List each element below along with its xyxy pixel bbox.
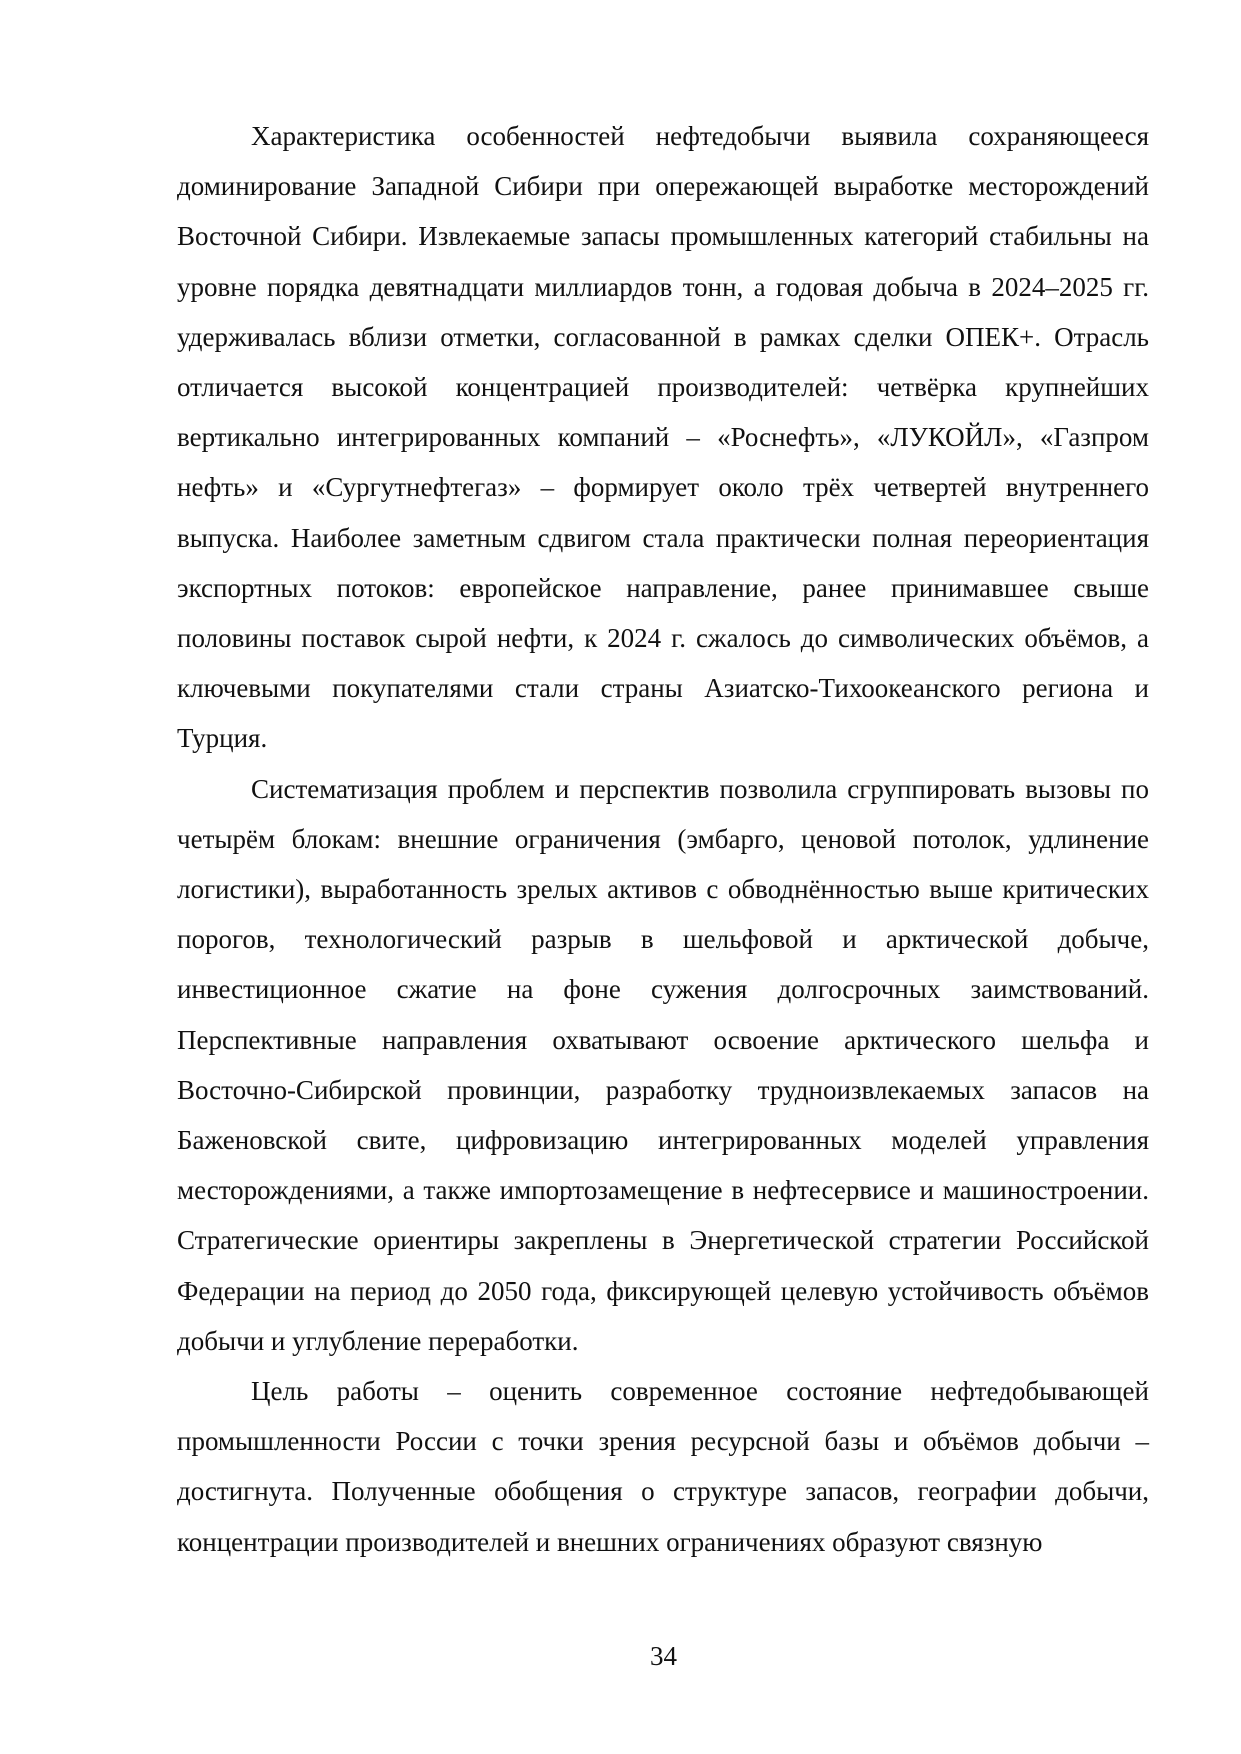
body-text <box>177 111 1149 1567</box>
paragraph-work-goal: Цель работы – оценить современное состояние нефтедобывающей промышленности России с точки зрения ресурсной базы и объёмов добычи – достигнута. Полученные обобщения о структуре запасов, географии добычи, концентрации производителей и внешних ограничениях образуют связную <box>177 1376 1149 1557</box>
paragraph-oil-production-features: Характеристика особенностей нефтедобычи выявила сохраняющееся доминирование Западной Сибири при опережающей выработке месторождений Восточной Сибири. Извлекаемые запасы промышленных категорий стабильны на уровне порядка девятнадцати миллиардов тонн, а годовая добыча в 2024–2025 гг. удерживалась вблизи отметки, согласованной в рамках сделки ОПЕК+. Отрасль отличается высокой концентрацией производителей: четвёрка крупнейших вертикально интегрированных компаний – «Роснефть», «ЛУКОЙЛ», «Газпром нефть» и «Сургутнефтегаз» – формирует около трёх четвертей внутреннего выпуска. Наиболее заметным сдвигом стала практически полная переориентация экспортных потоков: европейское направление, ранее принимавшее свыше половины поставок сырой нефти, к 2024 г. сжалось до символических объёмов, а ключевыми покупателями стали страны Азиатско-Тихоокеанского региона и Турция. <box>177 121 1149 754</box>
paragraph-problems-and-prospects: Систематизация проблем и перспектив позволила сгруппировать вызовы по четырём блокам: внешние ограничения (эмбарго, ценовой потолок, удлинение логистики), выработанность зрелых активов с обводнённостью выше критических порогов, технологический разрыв в шельфовой и арктической добыче, инвестиционное сжатие на фоне сужения долгосрочных заимствований. Перспективные направления охватывают освоение арктического шельфа и Восточно-Сибирской провинции, разработку трудноизвлекаемых запасов на Баженовской свите, цифровизацию интегрированных моделей управления месторождениями, а также импортозамещение в нефтесервисе и машиностроении. Стратегические ориентиры закреплены в Энергетической стратегии Российской Федерации на период до 2050 года, фиксирующей целевую устойчивость объёмов добычи и углубление переработки. <box>177 773 1149 1356</box>
page-number: 34 <box>650 1641 677 1671</box>
